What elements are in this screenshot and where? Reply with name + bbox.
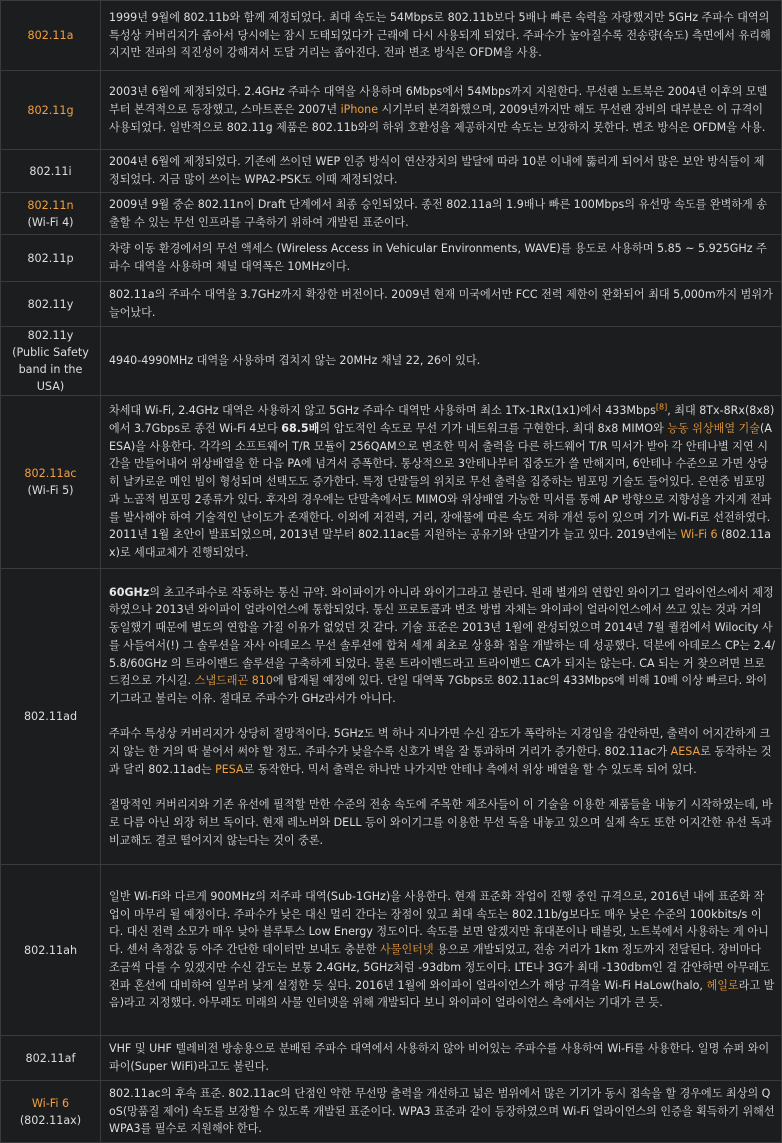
standard-description-cell: [101, 1, 782, 71]
standard-description-cell: [101, 71, 782, 150]
standard-name-cell: [1, 865, 101, 1036]
description-text: 1999년 9월에 802.11b와 함께 제정되었다. 최대 속도는 54Mbps로 802.11b보다 5배나 빠른 속력을 자랑했지만 5GHz 주파수 대역의 특성상 커버리지가 좁아서 당시에는 잠시 도태되었다가 근래에 다시 사용되게 되었다. 주파수가 높아질수록 전송량(속도) 측면에서 유리해지지만 전파의 직진성이 강해져서 도달 거리는 좁아진다. 전파 변조 방식은 OFDM을 사용.: [109, 10, 771, 60]
description-text: VHF 및 UHF 텔레비전 방송용으로 분배된 주파수 대역에서 사용하지 않아 비어있는 주파수를 사용하여 Wi-Fi를 사용한다. 일명 슈퍼 와이파이(Super WiFi)라고도 불린다.: [109, 1042, 770, 1073]
description-text: 4940-4990MHz 대역을 사용하며 겹치지 않는 20MHz 채널 22, 26이 있다.: [109, 354, 481, 368]
bold-text: 60GHz: [109, 585, 150, 599]
standard-description-cell: [101, 193, 782, 235]
table-row: [1, 1081, 782, 1143]
standard-name-cell: [1, 235, 101, 282]
table-row: [1, 865, 782, 1036]
footnote-link[interactable]: [8]: [655, 402, 668, 412]
standard-name-cell: [1, 396, 101, 569]
description-text: 802.11ac의 후속 표준. 802.11ac의 단점인 약한 무선망 출력을 개선하고 넓은 범위에서 많은 기기가 동시 접속을 할 경우에도 최상의 QoS(망품질 제어) 속도를 보장할 수 있도록 개발된 표준이다. WPA3 표준과 같이 등장하였으며 Wi-Fi 얼라이언스의 인증을 획득하기 위해선 WPA3를 필수로 지원해야 한다.: [109, 1086, 775, 1136]
table-row: [1, 396, 782, 569]
table-row: [1, 1, 782, 71]
description-text: 용으로 개발되었고, 전송 거리가 1km 정도까지 전달된다. 장비마다 조금씩 다를 수 있겠지만 수신 감도는 보통 2.4GHz, 5GHz처럼 -93dbm 정도이다. LTE나 3G가 최대 -130dbm인 걸 감안하면 아무래도 전파 혼선에 대비하여 일부러 낮게 설정한 듯 싶다. 2016년 1월에 와이파이 얼라이언스가 해당 규격을 Wi-Fi HaLow(halo,: [109, 943, 770, 992]
description-paragraph: [109, 725, 775, 778]
table-row: [1, 150, 782, 193]
standard-description-cell: [101, 1036, 782, 1081]
standard-name-link[interactable]: 802.11ac: [24, 467, 77, 480]
description-text: 2009년 9월 중순 802.11n이 Draft 단계에서 최종 승인되었다. 종전 802.11a의 1.9배나 빠른 100Mbps의 유선망 속도를 완벽하게 송출할 수 있는 무선 인프라를 구축하기 위하여 개발된 표준이다.: [109, 197, 768, 229]
standard-name-cell: [1, 1, 101, 71]
standard-name: 802.11i: [29, 164, 72, 178]
standard-description-cell: [101, 396, 782, 569]
standard-name-link[interactable]: 802.11n: [27, 198, 74, 212]
description-text: 의 압도적인 속도로 무선 기가 네트워크를 구현한다. 최대 8x8 MIMO와: [319, 422, 668, 436]
standard-name-link[interactable]: 802.11a: [27, 29, 74, 42]
table-row: [1, 1036, 782, 1081]
standard-name: 802.11ah: [23, 943, 78, 957]
inline-link[interactable]: PESA: [215, 762, 244, 776]
description-text: (802.11ax)로 세대교체가 진행되었다.: [109, 528, 771, 559]
standard-name: 802.11ad: [23, 710, 78, 723]
table-body: [1, 1, 782, 1143]
standard-description-cell: [101, 282, 782, 327]
standard-name-cell: [1, 71, 101, 150]
description-text: 주파수 특성상 커버리지가 상당히 절망적이다. 5GHz도 벽 하나 지나가면 수신 감도가 폭락하는 지경임을 감안하면, 출력이 어지간하게 크지 않는 한 거의 딱 붙어서 써야 할 정도. 주파수가 낮을수록 신호가 벽을 잘 통과하며 거리가 증가한다. 802.11ac가: [109, 727, 771, 759]
description-text: , 최대 8Tx-8Rx(8x8)에서 3.7Gbps로 종전 Wi-Fi 4보다: [109, 404, 775, 436]
description-text: (AESA)을 사용한다. 각각의 소프트웨어 T/R 모듈이 256QAM으로 변조한 믹서 출력을 다른 하드웨어 T/R 믹서가 받아 각 안테나별 지연 시간을 만들어내어 위상배열을 한 다음 PA에 넘겨서 증폭한다. 통상적으로 3안테나부터 집중도가 쓸 만해지며, 6안테나 수준으로 가면 상당히 날카로운 메인 빔이 형성되며 선택도도 증가한다. 특정 단말들의 위치로 무선 출력을 집중하는 빔포밍 기술도 들어있다. 은연중 빔포밍과 노골적 빔포밍 2종류가 있다. 후자의 경우에는 단말측에서도 MIMO와 위상배열 가능한 믹서를 통해 AP 방향으로 지향성을 가지게 전파를 발사해야 하여 기술적인 난이도가 존재한다. 이외에 저전력, 거리, 장애물에 따른 속도 저하 개선 등이 있으며 기가 Wi-Fi로 선전하였다. 2011년 1월 초안이 발표되었으며, 2013년 말부터 802.11ac를 지원하는 공유기와 단말기가 늘고 있다. 2019년에는: [109, 422, 772, 542]
inline-link[interactable]: Wi-Fi 6: [680, 528, 718, 542]
standard-description-cell: [101, 865, 782, 1036]
description-text: 차세대 Wi-Fi, 2.4GHz 대역은 사용하지 않고 5GHz 주파수 대역만 사용하며 최소 1Tx-1Rx(1x1)에서 433Mbps: [109, 404, 656, 418]
inline-link[interactable]: AESA: [670, 745, 701, 759]
table-row: [1, 569, 782, 865]
description-text: 에 탑재될 예정에 있다. 단일 대역폭 7Gbps로 802.11ac의 433Mbps에 비해 10배 이상 빠르다. 와이기그라고 불리는 이유. 절대로 주파수가 GHz라서가 아니다.: [109, 674, 768, 705]
standard-name-cell: [1, 327, 101, 396]
description-text: 차량 이동 환경에서의 무선 액세스 (Wireless Access in Vehicular Environments, WAVE)를 용도로 사용하며 5.85 ~ 5.925GHz 주파수 대역을 사용하며 채널 대역폭은 10MHz이다.: [109, 242, 767, 273]
description-text: 2004년 6월에 제정되었다. 기존에 쓰이던 WEP 인증 방식이 연산장치의 발달에 따라 10분 이내에 뚫리게 되어서 많은 보안 방식들이 제정되었다. 지금 많이 쓰이는 WPA2-PSK도 이때 제정되었다.: [109, 155, 765, 186]
bold-text: 68.5배: [281, 422, 320, 436]
standard-name-link[interactable]: 802.11g: [27, 103, 74, 117]
description-text: 절망적인 커버리지와 기존 유선에 필적할 만한 수준의 전송 속도에 주목한 제조사들이 이 기술을 이용한 제품들을 내놓기 시작하였는데, 바로 다름 아닌 외장 허브 독이다. 현재 레노버와 DELL 등이 와이기그를 이용한 무선 독을 내놓고 있으며 실제 속도 또한 어지간한 유선 독과 비교해도 결코 떨어지지 않는다는 것이 중론.: [109, 798, 773, 847]
standard-name-cell: [1, 282, 101, 327]
standard-name: 802.11p: [27, 251, 74, 265]
table-row: [1, 193, 782, 235]
standard-name-cell: [1, 1081, 101, 1143]
inline-link[interactable]: 헤일로: [706, 978, 739, 992]
standard-alias: (802.11ax): [19, 1113, 82, 1127]
description-paragraph: [109, 796, 775, 849]
inline-link[interactable]: iPhone: [340, 103, 379, 117]
standard-description-cell: [101, 1081, 782, 1143]
description-paragraph: [109, 584, 775, 708]
standard-alias: (Wi-Fi 4): [27, 215, 74, 229]
table-row: [1, 71, 782, 150]
standard-description-cell: [101, 235, 782, 282]
description-text: 라고 발음)라고 지정했다. 아무래도 미래의 사물 인터넷을 위해 개발되다 보니 와이파이 얼라이언스 측에서는 기대가 큰 듯.: [109, 978, 775, 1010]
standard-name: 802.11y: [27, 297, 74, 311]
table-row: [1, 327, 782, 396]
standard-name-cell: [1, 1036, 101, 1081]
description-text: 시기부터 본격화했으며, 2009년까지만 해도 무선랜 장비의 대부분은 이 규격이 사용되었다. 일반적으로 802.11g 제품은 802.11b와의 하위 호환성을 제공하지만 속도는 보장하지 못한다. 변조 방식은 OFDM을 사용.: [109, 103, 766, 134]
standard-name-link[interactable]: Wi-Fi 6: [31, 1096, 70, 1110]
description-text: 일반 Wi-Fi와 다르게 900MHz의 저주파 대역(Sub-1GHz)을 사용한다. 현재 표준화 작업이 진행 중인 규격으로, 2016년 내에 표준화 작업이 마무리 될 예정이다. 주파수가 낮은 대신 멀리 간다는 장점이 있고 최대 속도는 802.11b/g보다도 매우 낮은 수준의 100kbits/s 이다. 대신 전력 소모가 매우 낮아 블루투스 Low Energy 정도이다. 속도를 보면 알겠지만 휴대폰이나 태블릿, 노트북에서 사용하는 게 아니다. 센서 측정값 등 아주 간단한 데이터만 보내도 충분한: [109, 890, 769, 957]
description-text: 의 초고주파수로 작동하는 통신 규약. 와이파이가 아니라 와이기그라고 불린다. 원래 별개의 연합인 와이기그 얼라이언스에서 제정하였으나 2013년 와이파이 얼라이언스에 통합되었다. 통신 프로토콜과 변조 방법 자체는 와이파이 얼라이언스에서 쓰고 있는 것과 거의 동일했기 때문에 별도의 연합을 가질 이유가 없었던 것 같다. 기술 표준은 2013년 1월에 완성되었으며 2014년 7월 퀄컴에서 Wilocity 사를 사들여서(!) 그 솔루션을 자사 아데로스 무선 솔루션에 합쳐 세계 최초로 상용화 칩을 개발하는 데 성공했다. 덕분에 아데로스 CP는 2.4/5.8/60GHz 의 트라이밴드 솔루션을 구축하게 되었다. 물론 트라이밴드라고 트라이밴드 CA가 되지는 않는다. CA 되는 거 찾으려면 브로드컴으로 가시길.: [109, 585, 775, 688]
standard-name: 802.11af: [25, 1051, 76, 1065]
description-text: 802.11a의 주파수 대역을 3.7GHz까지 확장한 버전이다. 2009년 현재 미국에서만 FCC 전력 제한이 완화되어 최대 5,000m까지 범위가 늘어났다.: [109, 288, 773, 319]
table-row: [1, 282, 782, 327]
description-text: 로 동작하는 것과 달리 802.11ad는: [109, 745, 772, 776]
standard-alias: (Wi-Fi 5): [27, 484, 74, 497]
standard-name-cell: [1, 150, 101, 193]
description-text: 로 동작한다. 믹서 출력은 하나만 나가지만 안테나 측에서 위상 배열을 할 수 있도록 되어 있다.: [243, 762, 697, 776]
inline-link[interactable]: 스냅드래곤 810: [194, 674, 273, 688]
description-text: 2003년 6월에 제정되었다. 2.4GHz 주파수 대역을 사용하며 6Mbps에서 54Mbps까지 지원한다. 무선랜 노트북은 2004년 이후의 모델부터 본격적으로 등장했고, 스마트폰은 2007년: [109, 85, 768, 117]
standard-alias: (Public Safety band in the USA): [12, 346, 89, 393]
standard-description-cell: [101, 150, 782, 193]
standard-name-cell: [1, 569, 101, 865]
inline-link[interactable]: 능동 위상배열 기술: [667, 422, 760, 436]
table-row: [1, 235, 782, 282]
standard-name-cell: [1, 193, 101, 235]
inline-link[interactable]: 사물인터넷: [380, 943, 434, 957]
standard-description-cell: [101, 327, 782, 396]
standard-name: 802.11y: [27, 329, 74, 342]
standard-description-cell: [101, 569, 782, 865]
